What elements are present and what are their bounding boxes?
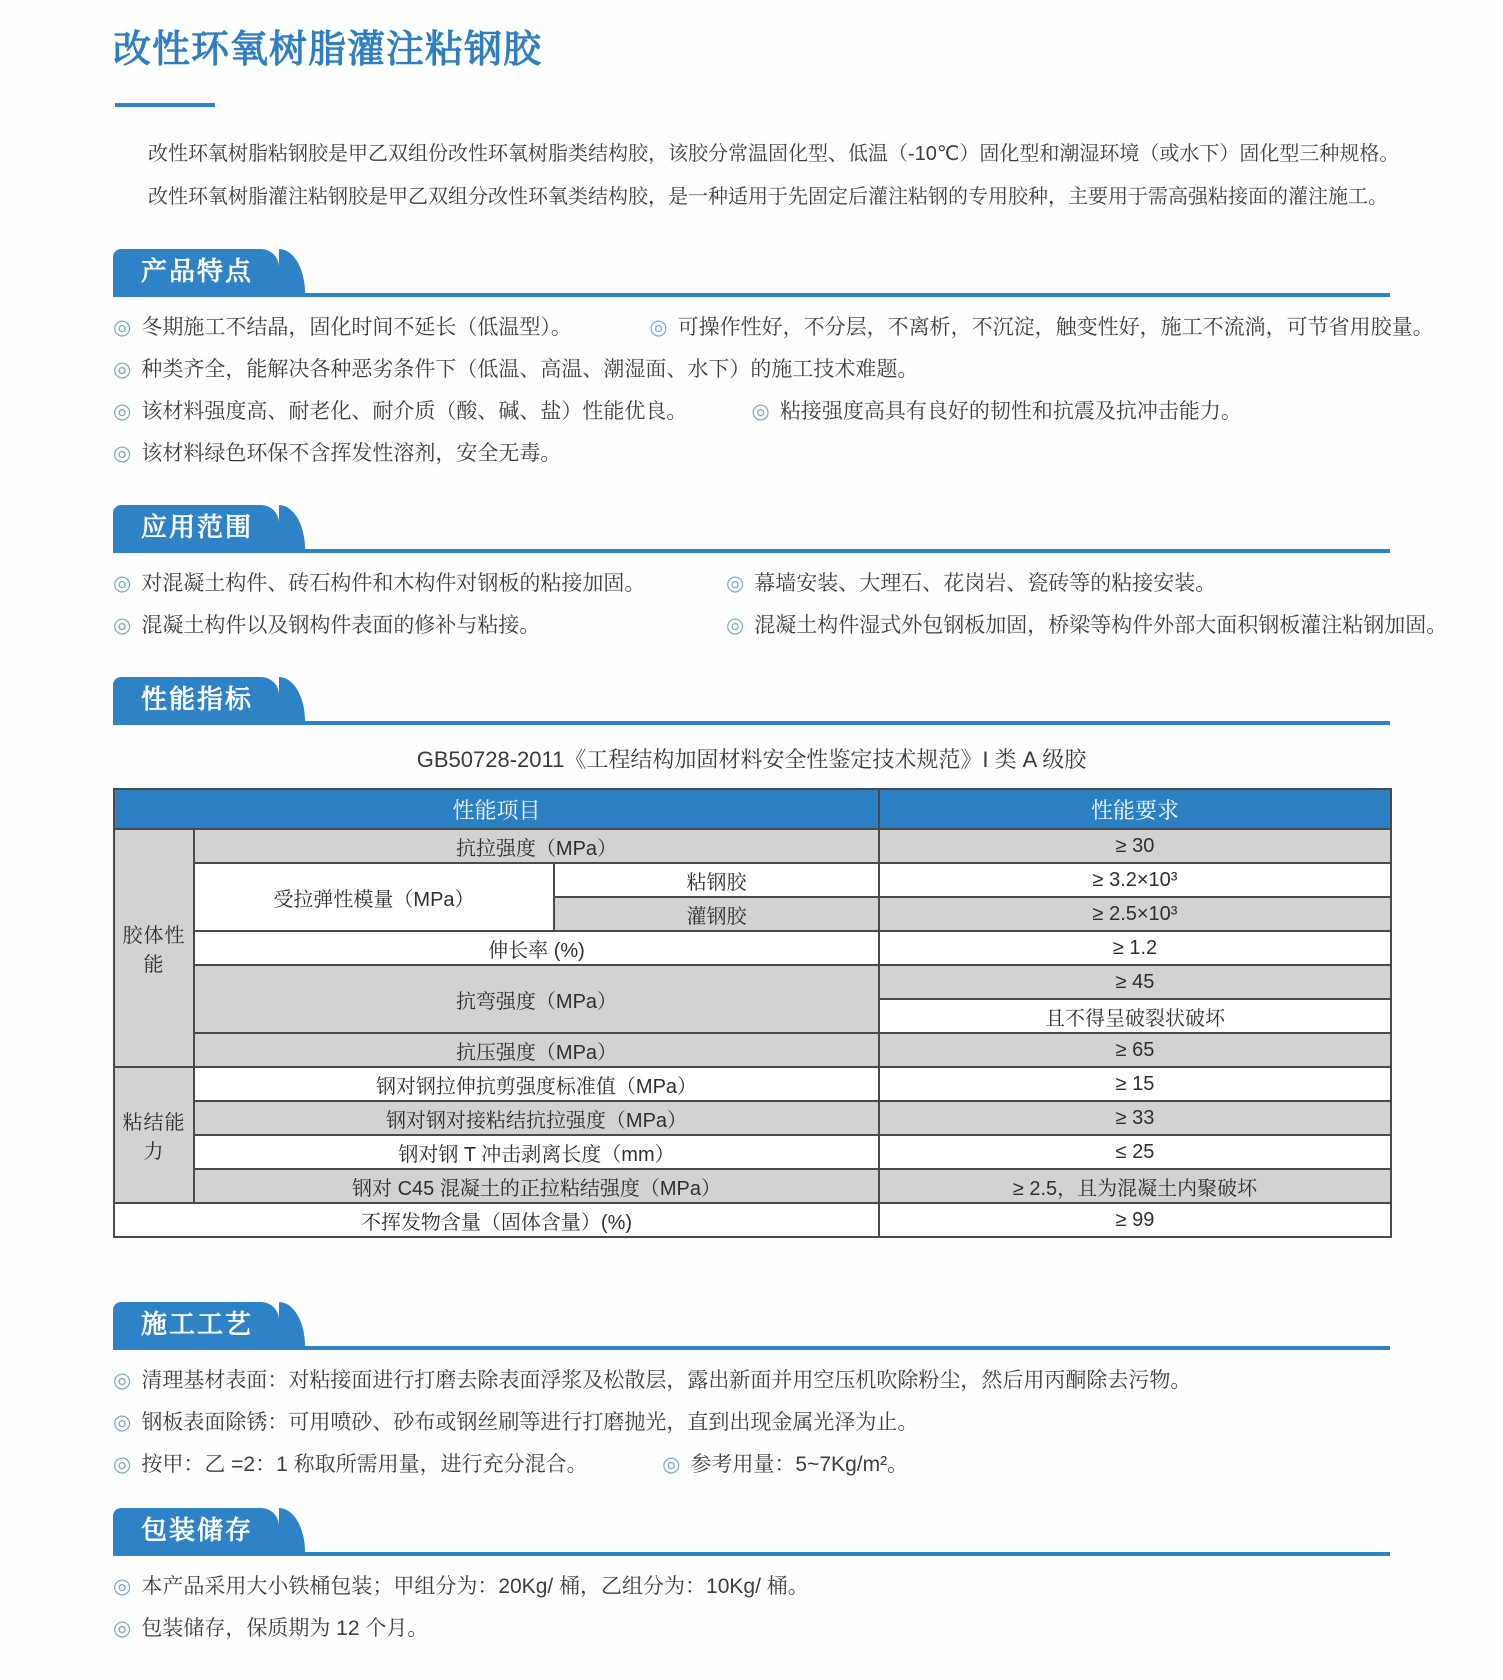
value-cell: ≥ 2.5，且为混凝土内聚破坏 [879, 1169, 1391, 1203]
column-header-item: 性能项目 [114, 789, 879, 829]
section-title-tab: 应用范围 [113, 505, 279, 549]
item-cell: 钢对钢 T 冲击剥离长度（mm） [194, 1135, 879, 1169]
value-cell: ≥ 33 [879, 1101, 1391, 1135]
process-text: 参考用量：5~7Kg/m²。 [690, 1453, 909, 1476]
bullet-icon: ◎ [113, 572, 132, 595]
list-item [113, 1402, 1390, 1444]
intro-paragraph-2: 改性环氧树脂灌注粘钢胶是甲乙双组分改性环氧类结构胶，是一种适用于先固定后灌注粘钢的专用胶种，主要用于需高强粘接面的灌注施工。 [148, 186, 1388, 208]
bullet-icon: ◎ [113, 442, 132, 465]
section-underline [113, 721, 1390, 725]
table-row [114, 1169, 1391, 1203]
title-underline [115, 103, 215, 107]
list-item [113, 563, 1390, 605]
bullet-icon: ◎ [113, 1411, 132, 1434]
list-item [113, 349, 1390, 391]
section-title-tab: 性能指标 [113, 677, 279, 721]
column-header-req: 性能要求 [879, 789, 1391, 829]
item-cell: 钢对钢拉伸抗剪强度标准值（MPa） [194, 1067, 879, 1101]
section-title-tab: 施工工艺 [113, 1302, 279, 1346]
bullet-icon: ◎ [725, 572, 745, 595]
process-text: 按甲：乙 =2：1 称取所需用量，进行充分混合。 [141, 1453, 588, 1476]
process-list [113, 1360, 1390, 1486]
features-list [113, 307, 1434, 475]
packaging-list [113, 1566, 1390, 1650]
page-title: 改性环氧树脂灌注粘钢胶 [113, 29, 543, 71]
table-row [114, 1135, 1391, 1169]
section-scope [113, 505, 1448, 647]
table-caption: GB50728-2011《工程结构加固材料安全性鉴定技术规范》I 类 A 级胶 [416, 747, 1087, 772]
group-label-bond: 粘结能力 [114, 1067, 194, 1203]
list-item [113, 1566, 1390, 1608]
table-row [114, 931, 1391, 965]
bullet-icon: ◎ [649, 316, 668, 339]
scope-text: 幕墙安装、大理石、花岗岩、瓷砖等的粘接安装。 [754, 572, 1217, 595]
value-cell: ≥ 65 [879, 1033, 1391, 1067]
bullet-icon: ◎ [751, 400, 770, 423]
section-underline [113, 549, 1390, 553]
table-row [114, 965, 1391, 999]
value-cell: ≥ 15 [879, 1067, 1391, 1101]
section-title-tab: 包装储存 [113, 1508, 279, 1552]
bullet-icon: ◎ [113, 316, 132, 339]
item-cell: 抗拉强度（MPa） [194, 829, 879, 863]
list-item [113, 1444, 1390, 1486]
value-cell: ≥ 3.2×10³ [879, 863, 1391, 897]
section-process [113, 1302, 1390, 1486]
process-text: 钢板表面除锈：可用喷砂、砂布或钢丝刷等进行打磨抛光，直到出现金属光泽为止。 [141, 1411, 919, 1434]
section-header [113, 249, 1390, 297]
bullet-icon: ◎ [662, 1453, 681, 1476]
value-cell: ≥ 45 [879, 965, 1391, 999]
scope-text: 混凝土构件湿式外包钢板加固，桥梁等构件外部大面积钢板灌注粘钢加固。 [754, 614, 1448, 637]
bullet-icon: ◎ [113, 1369, 132, 1392]
value-cell: ≥ 30 [879, 829, 1391, 863]
section-performance [113, 677, 1390, 1238]
table-row [114, 1101, 1391, 1135]
intro-paragraphs [113, 133, 1400, 219]
section-underline [113, 293, 1390, 297]
section-header [113, 1302, 1390, 1350]
item-cell: 钢对钢对接粘结抗拉强度（MPa） [194, 1101, 879, 1135]
packaging-text: 本产品采用大小铁桶包装；甲组分为：20Kg/ 桶，乙组分为：10Kg/ 桶。 [141, 1575, 809, 1598]
feature-text: 可操作性好，不分层，不离析，不沉淀，触变性好，施工不流淌，可节省用胶量。 [677, 316, 1434, 339]
scope-list [113, 563, 1448, 647]
feature-text: 种类齐全，能解决各种恶劣条件下（低温、高温、潮湿面、水下）的施工技术难题。 [141, 358, 919, 381]
feature-text: 粘接强度高具有良好的韧性和抗震及抗冲击能力。 [779, 400, 1242, 423]
value-cell: ≤ 25 [879, 1135, 1391, 1169]
performance-table [113, 788, 1392, 1238]
list-item [113, 307, 1434, 349]
sub-item-cell: 粘钢胶 [554, 863, 879, 897]
scope-text: 混凝土构件以及钢构件表面的修补与粘接。 [141, 614, 541, 637]
item-cell: 抗压强度（MPa） [194, 1033, 879, 1067]
table-row [114, 1203, 1391, 1237]
section-title-tab: 产品特点 [113, 249, 279, 293]
bullet-icon: ◎ [113, 400, 132, 423]
feature-text: 该材料强度高、耐老化、耐介质（酸、碱、盐）性能优良。 [141, 400, 688, 423]
bullet-icon: ◎ [725, 614, 745, 637]
value-cell: ≥ 99 [879, 1203, 1391, 1237]
item-cell: 钢对 C45 混凝土的正拉粘结强度（MPa） [194, 1169, 879, 1203]
bullet-icon: ◎ [113, 358, 132, 381]
item-cell: 不挥发物含量（固体含量）(%) [114, 1203, 879, 1237]
bullet-icon: ◎ [113, 1575, 132, 1598]
packaging-text: 包装储存，保质期为 12 个月。 [141, 1617, 429, 1640]
value-cell: 且不得呈破裂状破坏 [879, 999, 1391, 1033]
feature-text: 该材料绿色环保不含挥发性溶剂，安全无毒。 [141, 442, 562, 465]
section-features [113, 249, 1434, 475]
list-item [113, 433, 1390, 475]
section-packaging [113, 1508, 1390, 1650]
bullet-icon: ◎ [113, 1617, 132, 1640]
bullet-icon: ◎ [113, 614, 132, 637]
section-header [113, 1508, 1390, 1556]
group-label-gel: 胶体性能 [114, 829, 194, 1067]
table-row [114, 1033, 1391, 1067]
feature-text: 冬期施工不结晶，固化时间不延长（低温型）。 [141, 316, 572, 339]
section-underline [113, 1552, 1390, 1556]
section-underline [113, 1346, 1390, 1350]
list-item [113, 1360, 1390, 1402]
process-text: 清理基材表面：对粘接面进行打磨去除表面浮浆及松散层，露出新面并用空压机吹除粉尘，然后用丙酮除去污物。 [141, 1369, 1192, 1392]
list-item [113, 1608, 1390, 1650]
item-cell: 受拉弹性模量（MPa） [194, 863, 554, 931]
table-row [114, 1067, 1391, 1101]
scope-text: 对混凝土构件、砖石构件和木构件对钢板的粘接加固。 [141, 572, 646, 595]
list-item [113, 391, 1390, 433]
sub-item-cell: 灌钢胶 [554, 897, 879, 931]
intro-paragraph-1: 改性环氧树脂粘钢胶是甲乙双组份改性环氧树脂类结构胶，该胶分常温固化型、低温（-10℃）固化型和潮湿环境（或水下）固化型三种规格。 [148, 143, 1400, 165]
item-cell: 伸长率 (%) [194, 931, 879, 965]
section-header [113, 677, 1390, 725]
table-row [114, 863, 1391, 897]
list-item [113, 605, 1448, 647]
table-header-row [114, 789, 1391, 829]
value-cell: ≥ 1.2 [879, 931, 1391, 965]
item-cell: 抗弯强度（MPa） [194, 965, 879, 1033]
table-row [114, 829, 1391, 863]
value-cell: ≥ 2.5×10³ [879, 897, 1391, 931]
section-header [113, 505, 1390, 553]
bullet-icon: ◎ [113, 1453, 132, 1476]
